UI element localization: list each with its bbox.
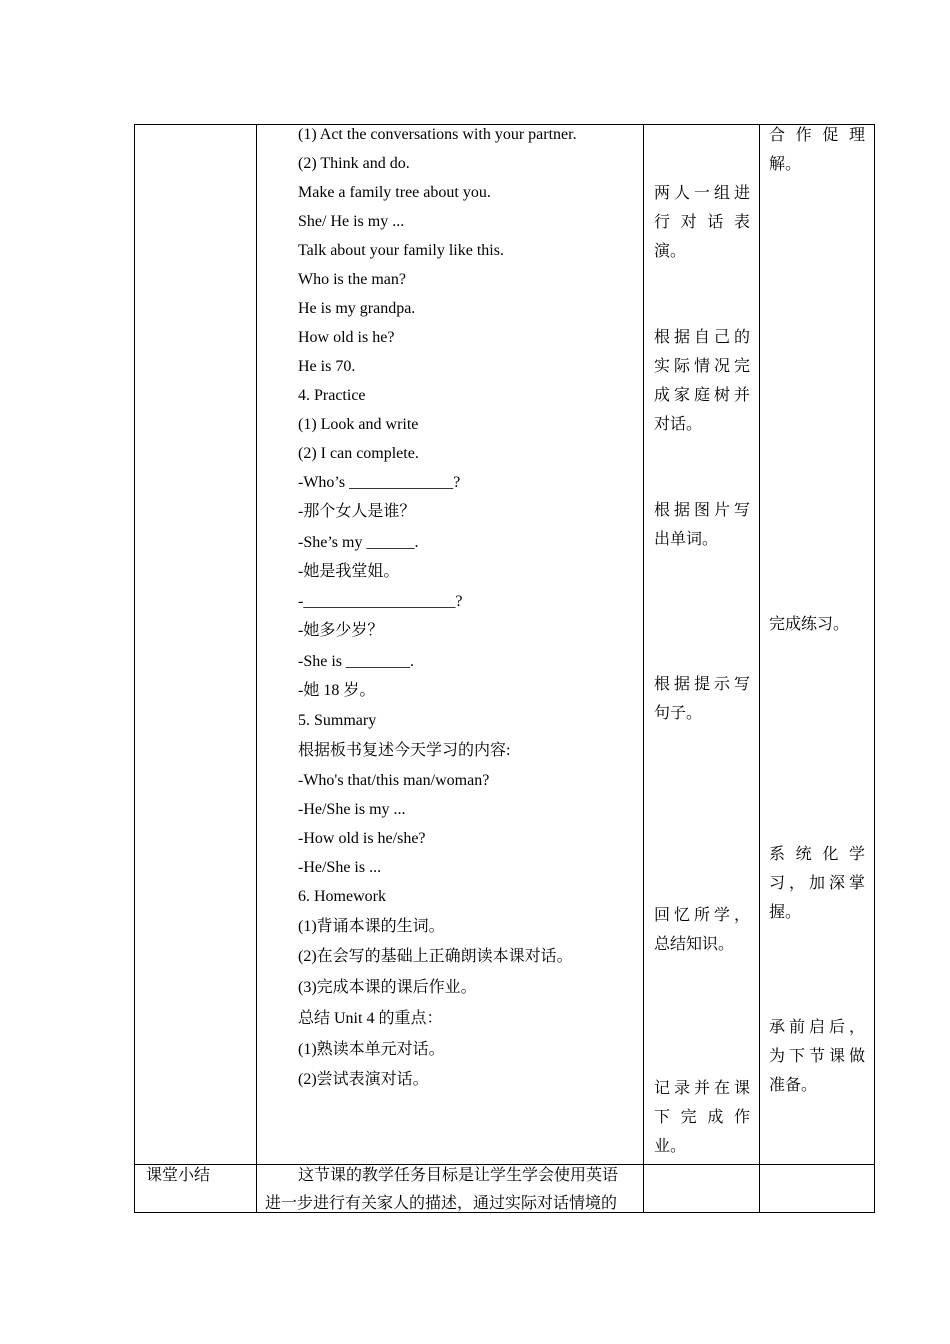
process-line: (1)熟读本单元对话。: [298, 1041, 445, 1058]
process-line: How old is he?: [298, 329, 395, 346]
intent-text-line: 完成练习。: [769, 616, 850, 633]
table-col-line-1: [134, 124, 135, 1213]
activity-text-line: 总结知识。: [654, 936, 735, 953]
process-line: -Who’s _____________?: [298, 474, 461, 491]
process-line: 6. Homework: [298, 888, 386, 905]
summary-text-line: 这节课的教学任务目标是让学生学会使用英语: [298, 1167, 619, 1184]
intent-text-line: 握。: [769, 904, 802, 921]
process-line: (1) Look and write: [298, 416, 419, 433]
intent-text-line: 习 ， 加 深 掌: [769, 875, 865, 892]
process-line: -She is ________.: [298, 653, 414, 670]
activity-text-line: 句子。: [654, 705, 703, 722]
activity-text-line: 业。: [654, 1138, 687, 1155]
activity-text-line: 根 据 提 示 写: [654, 676, 750, 693]
intent-text-line: 为 下 节 课 做: [769, 1048, 865, 1065]
process-line: -How old is he/she?: [298, 830, 426, 847]
intent-text-line: 合 作 促 理: [769, 127, 865, 144]
activity-text-line: 两 人 一 组 进: [654, 185, 750, 202]
activity-text-line: 下 完 成 作: [654, 1109, 750, 1126]
process-line: She/ He is my ...: [298, 213, 405, 230]
intent-text-line: 解。: [769, 156, 802, 173]
process-line: Talk about your family like this.: [298, 242, 504, 259]
activity-text-line: 对话。: [654, 416, 703, 433]
process-line: He is 70.: [298, 358, 356, 375]
process-line: -He/She is ...: [298, 859, 382, 876]
activity-text-line: 根 据 图 片 写: [654, 502, 750, 519]
process-line: 总结 Unit 4 的重点：: [298, 1010, 443, 1027]
table-col-line-3: [643, 124, 644, 1213]
activity-text-line: 实 际 情 况 完: [654, 358, 750, 375]
intent-text-line: 承 前 启 后 ，: [769, 1019, 865, 1036]
process-line: (1) Act the conversations with your partner.: [298, 126, 577, 143]
process-line: 根据板书复述今天学习的内容:: [298, 742, 511, 759]
activity-text-line: 演。: [654, 243, 687, 260]
summary-row-label: 课堂小结: [146, 1167, 211, 1184]
process-line: (2)在会写的基础上正确朗读本课对话。: [298, 948, 573, 965]
table-col-line-2: [256, 124, 257, 1213]
activity-text-line: 成 家 庭 树 并: [654, 387, 750, 404]
process-line: -她是我堂姐。: [298, 563, 400, 580]
process-line: 4. Practice: [298, 387, 366, 404]
process-line: -她 18 岁。: [298, 682, 376, 699]
process-line: 5. Summary: [298, 712, 377, 729]
process-line: -那个女人是谁？: [298, 503, 416, 520]
process-line: -He/She is my ...: [298, 801, 406, 818]
activity-text-line: 记 录 并 在 课: [654, 1080, 750, 1097]
table-row-divider: [134, 1164, 875, 1165]
table-col-line-4: [759, 124, 760, 1213]
activity-text-line: 行 对 话 表: [654, 214, 750, 231]
process-line: -She’s my ______.: [298, 534, 419, 551]
process-line: (3)完成本课的课后作业。: [298, 979, 477, 996]
process-line: -___________________?: [298, 593, 463, 610]
intent-text-line: 系 统 化 学: [769, 846, 865, 863]
process-line: (2)尝试表演对话。: [298, 1071, 429, 1088]
activity-text-line: 出单词。: [654, 531, 719, 548]
intent-text-line: 准备。: [769, 1077, 818, 1094]
table-col-line-5: [874, 124, 875, 1213]
process-line: (2) Think and do.: [298, 155, 410, 172]
activity-text-line: 根 据 自 己 的: [654, 329, 750, 346]
process-line: -Who's that/this man/woman?: [298, 772, 490, 789]
process-line: (2) I can complete.: [298, 445, 419, 462]
process-line: Who is the man?: [298, 271, 406, 288]
process-line: -她多少岁？: [298, 622, 384, 639]
process-line: He is my grandpa.: [298, 300, 416, 317]
activity-text-line: 回 忆 所 学 ，: [654, 907, 750, 924]
process-line: Make a family tree about you.: [298, 184, 491, 201]
process-line: (1)背诵本课的生词。: [298, 918, 445, 935]
summary-text-line: 进一步进行有关家人的描述，通过实际对话情境的: [265, 1195, 618, 1212]
